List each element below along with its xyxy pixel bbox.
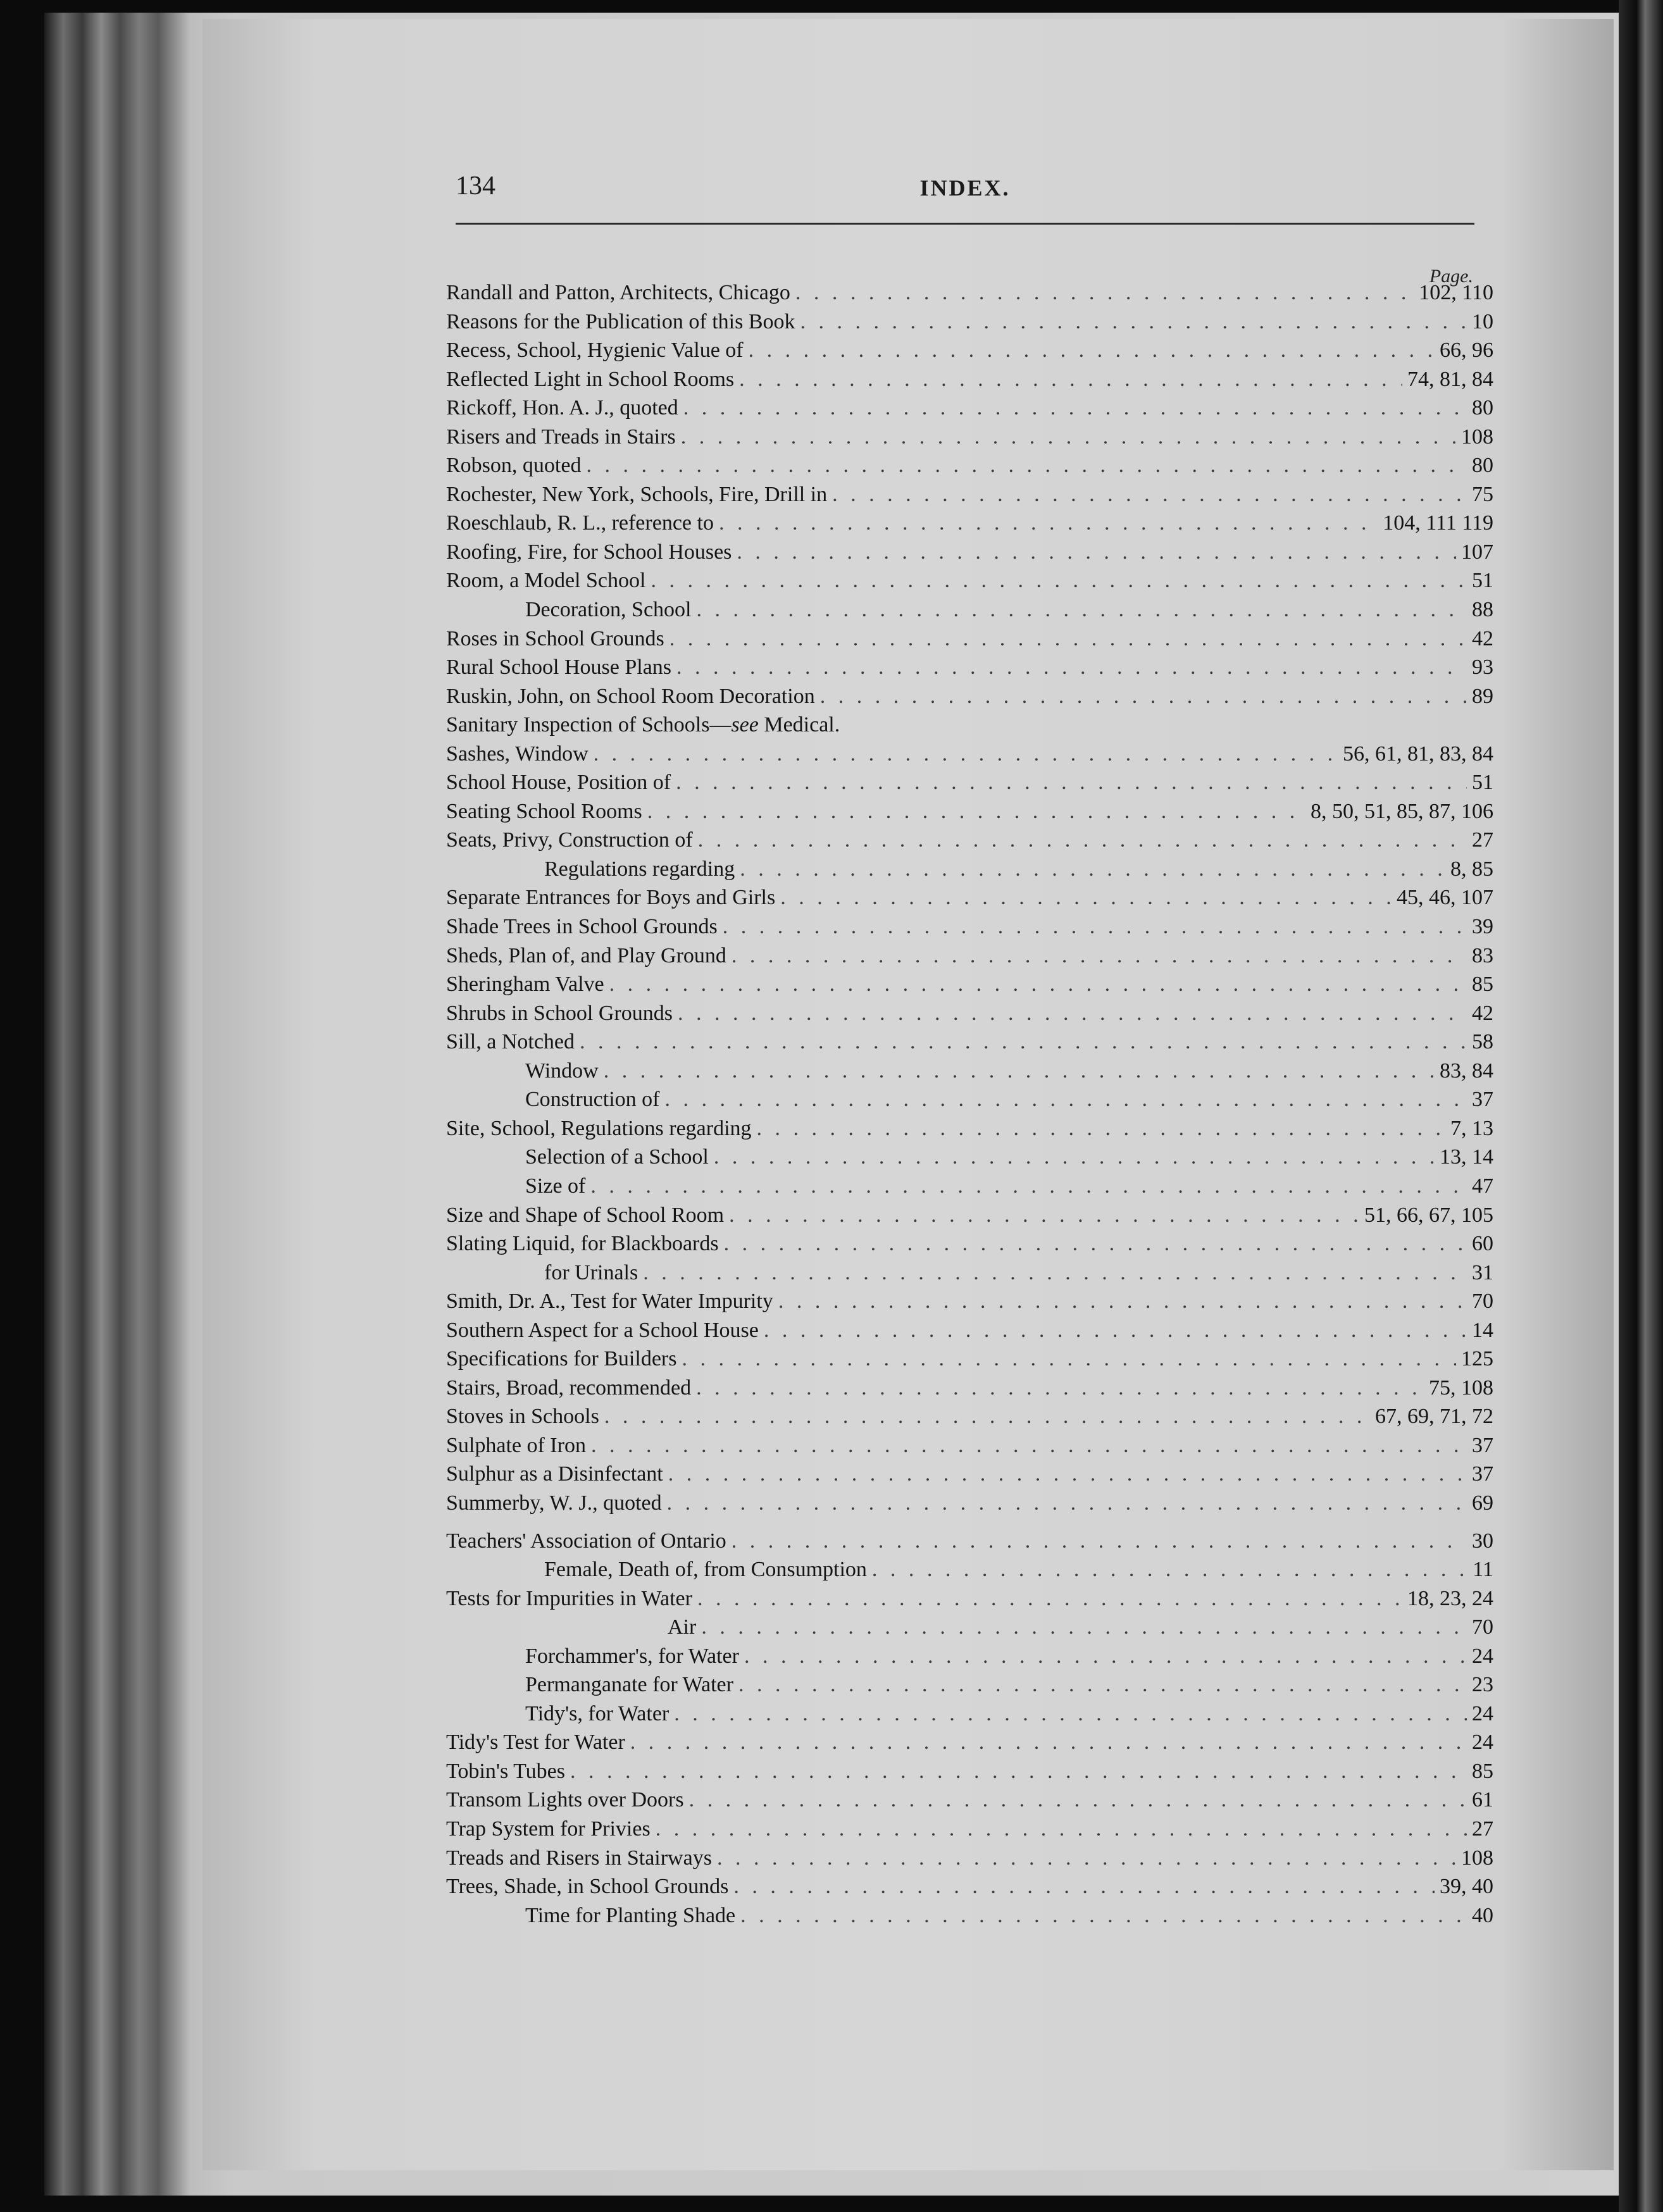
index-pages: 8, 50, 51, 85, 87, 106 xyxy=(1311,799,1493,823)
index-term xyxy=(446,1085,659,1114)
leader-dots xyxy=(739,365,1402,394)
index-term-text: Rickoff, Hon. A. J., quoted xyxy=(446,396,678,420)
index-pages: 30 xyxy=(1472,1529,1493,1553)
index-term-text: Room, a Model School xyxy=(446,569,646,593)
index-entry xyxy=(446,1201,1493,1230)
index-term xyxy=(446,883,775,912)
leader-dots xyxy=(594,740,1338,769)
index-pages: 104, 111 119 xyxy=(1383,511,1493,535)
index-term-text: Shrubs in School Grounds xyxy=(446,1001,673,1025)
index-entry xyxy=(446,768,1493,797)
index-term-text: Sill, a Notched xyxy=(446,1030,575,1054)
index-term xyxy=(446,653,671,682)
index-term xyxy=(446,509,714,538)
leader-dots xyxy=(820,682,1467,711)
index-pages: 10 xyxy=(1472,309,1493,333)
index-term xyxy=(446,1642,739,1671)
leader-dots xyxy=(832,480,1467,509)
index-entry xyxy=(446,1374,1493,1403)
index-pages: 108 xyxy=(1461,425,1493,449)
index-term-text: Risers and Treads in Stairs xyxy=(446,425,676,449)
index-term xyxy=(446,740,589,769)
index-entry xyxy=(446,999,1493,1028)
index-term-text: Trees, Shade, in School Grounds xyxy=(446,1875,729,1899)
index-term xyxy=(446,595,692,624)
index-pages: 39, 40 xyxy=(1440,1875,1493,1899)
index-entry xyxy=(446,1815,1493,1844)
index-entry xyxy=(446,1028,1493,1057)
index-pages: 93 xyxy=(1472,656,1493,680)
index-pages: 24 xyxy=(1472,1644,1493,1668)
leader-dots xyxy=(732,1527,1467,1556)
index-entry xyxy=(446,826,1493,855)
leader-dots xyxy=(630,1728,1467,1757)
leader-dots xyxy=(590,1172,1467,1201)
index-entry xyxy=(446,1287,1493,1316)
leader-dots xyxy=(647,797,1305,826)
index-entry xyxy=(446,1316,1493,1345)
leader-dots xyxy=(714,1143,1435,1172)
index-term xyxy=(446,1172,585,1201)
leader-dots xyxy=(676,768,1467,797)
leader-dots xyxy=(749,336,1435,365)
index-pages: 70 xyxy=(1472,1289,1493,1314)
header-rule xyxy=(456,223,1474,225)
leader-dots xyxy=(580,1028,1467,1057)
index-term-text: Window xyxy=(525,1059,599,1083)
index-term xyxy=(446,1786,684,1815)
leader-dots xyxy=(668,1460,1467,1489)
index-entry xyxy=(446,1844,1493,1873)
index-term-text: Rural School House Plans xyxy=(446,656,672,680)
index-term-text: Specifications for Builders xyxy=(446,1347,677,1371)
index-pages: 89 xyxy=(1472,684,1493,708)
leader-dots xyxy=(678,999,1467,1028)
leader-dots xyxy=(670,624,1467,654)
index-term-text: Roses in School Grounds xyxy=(446,626,664,650)
index-term-text: School House, Position of xyxy=(446,771,671,795)
index-pages: 31 xyxy=(1472,1260,1493,1284)
index-term xyxy=(446,797,642,826)
leader-dots xyxy=(682,1345,1456,1374)
index-term-text: Sashes, Window xyxy=(446,742,589,766)
index-entry xyxy=(446,1172,1493,1201)
leader-dots xyxy=(778,1287,1467,1316)
index-entry xyxy=(446,1431,1493,1460)
index-entry xyxy=(446,336,1493,365)
index-term-text: Decoration, School xyxy=(525,598,692,622)
index-term-text: Randall and Patton, Architects, Chicago xyxy=(446,281,790,304)
leader-dots xyxy=(681,423,1456,452)
index-pages: 108 xyxy=(1461,1846,1493,1870)
index-term-text: Sulphate of Iron xyxy=(446,1433,586,1457)
index-pages: 83, 84 xyxy=(1440,1059,1493,1083)
index-term xyxy=(446,970,604,999)
index-term-text: Selection of a School xyxy=(525,1145,709,1169)
index-entry xyxy=(446,1402,1493,1431)
index-term xyxy=(446,1699,669,1729)
index-term xyxy=(446,711,840,740)
index-entry xyxy=(446,970,1493,999)
index-entry xyxy=(446,1229,1493,1258)
index-entry xyxy=(446,1085,1493,1114)
index-term-text: Southern Aspect for a School House xyxy=(446,1318,759,1342)
leader-dots xyxy=(586,451,1467,480)
index-term-text: Recess, School, Hygienic Value of xyxy=(446,339,744,363)
leader-dots xyxy=(683,394,1467,423)
index-pages: 66, 96 xyxy=(1440,339,1493,363)
leader-dots xyxy=(757,1114,1445,1143)
leader-dots xyxy=(674,1699,1467,1729)
index-pages: 47 xyxy=(1472,1174,1493,1198)
index-term-text: Sanitary Inspection of Schools— xyxy=(446,713,732,737)
index-term xyxy=(446,1815,651,1844)
leader-dots xyxy=(689,1786,1467,1815)
index-entry xyxy=(446,1786,1493,1815)
index-pages: 70 xyxy=(1472,1615,1493,1639)
leader-dots xyxy=(609,970,1467,999)
index-pages: 37 xyxy=(1472,1433,1493,1457)
index-term-text: Size of xyxy=(525,1174,586,1198)
index-term-text: Size and Shape of School Room xyxy=(446,1203,725,1227)
index-term xyxy=(446,1345,676,1374)
index-term-text: Regulations regarding xyxy=(544,857,735,881)
index-pages: 42 xyxy=(1472,1001,1493,1025)
index-entry xyxy=(446,682,1493,711)
index-term xyxy=(446,624,664,654)
index-term-text: Seats, Privy, Construction of xyxy=(446,828,693,852)
index-term xyxy=(446,941,726,971)
index-pages: 23 xyxy=(1472,1673,1493,1697)
index-term xyxy=(446,1489,662,1518)
index-pages: 7, 13 xyxy=(1450,1116,1493,1140)
index-entry xyxy=(446,653,1493,682)
index-term xyxy=(446,1287,773,1316)
index-term xyxy=(446,1872,728,1901)
index-term xyxy=(446,278,790,308)
index-pages: 80 xyxy=(1472,396,1493,420)
index-term xyxy=(446,1258,638,1288)
index-pages: 107 xyxy=(1461,540,1493,564)
leader-dots xyxy=(744,1642,1467,1671)
index-entry xyxy=(446,566,1493,595)
index-pages: 67, 69, 71, 72 xyxy=(1375,1405,1493,1429)
index-term xyxy=(446,1402,599,1431)
index-pages: 56, 61, 81, 83, 84 xyxy=(1343,742,1493,766)
index-entry xyxy=(446,595,1493,624)
see-reference: see xyxy=(731,713,759,737)
index-term xyxy=(446,1028,575,1057)
index-term-text: Roofing, Fire, for School Houses xyxy=(446,540,732,564)
index-term xyxy=(446,999,673,1028)
leader-dots xyxy=(795,278,1414,308)
index-pages: 102, 110 xyxy=(1419,281,1493,304)
index-entry xyxy=(446,1872,1493,1901)
leader-dots xyxy=(740,1901,1467,1930)
index-pages: 45, 46, 107 xyxy=(1397,886,1493,910)
index-term-text: Shade Trees in School Grounds xyxy=(446,915,718,939)
index-pages: 37 xyxy=(1472,1088,1493,1112)
leader-dots xyxy=(656,1815,1467,1844)
leader-dots xyxy=(651,566,1467,595)
leader-dots xyxy=(697,1584,1402,1613)
index-term xyxy=(446,1460,663,1489)
index-term xyxy=(446,1143,709,1172)
leader-dots xyxy=(697,595,1467,624)
leader-dots xyxy=(764,1316,1467,1345)
index-term-text: Stairs, Broad, recommended xyxy=(446,1376,692,1400)
leader-dots xyxy=(676,653,1467,682)
index-term xyxy=(446,423,676,452)
index-pages: 11 xyxy=(1473,1558,1493,1582)
index-term-text: Sheds, Plan of, and Play Ground xyxy=(446,943,726,967)
index-term-text: Sheringham Valve xyxy=(446,972,604,997)
leader-dots xyxy=(719,509,1378,538)
index-pages: 51, 66, 67, 105 xyxy=(1364,1203,1493,1227)
index-pages: 18, 23, 24 xyxy=(1407,1586,1493,1610)
index-pages: 13, 14 xyxy=(1440,1145,1493,1169)
index-term xyxy=(446,1670,733,1699)
index-term xyxy=(446,1316,759,1345)
index-term-text: Slating Liquid, for Blackboards xyxy=(446,1232,719,1256)
index-entry xyxy=(446,308,1493,337)
index-term xyxy=(446,1431,586,1460)
index-term-text: Site, School, Regulations regarding xyxy=(446,1116,752,1140)
leader-dots xyxy=(723,912,1467,941)
index-term-text: Tidy's Test for Water xyxy=(446,1730,625,1755)
index-pages: 58 xyxy=(1472,1030,1493,1054)
index-term xyxy=(446,308,795,337)
index-term-text: Sulphur as a Disinfectant xyxy=(446,1462,663,1486)
index-entry xyxy=(446,1555,1493,1584)
index-list xyxy=(446,278,1493,1930)
index-term xyxy=(446,1584,692,1613)
index-pages: 80 xyxy=(1472,454,1493,478)
index-entry xyxy=(446,509,1493,538)
index-term xyxy=(446,855,735,884)
index-entry xyxy=(446,1757,1493,1786)
index-term xyxy=(446,682,815,711)
index-entry xyxy=(446,740,1493,769)
index-term-text: Tidy's, for Water xyxy=(525,1701,670,1725)
index-pages: 61 xyxy=(1472,1788,1493,1812)
leader-dots xyxy=(570,1757,1467,1786)
index-term-text: Air xyxy=(668,1615,697,1639)
index-term xyxy=(446,451,581,480)
index-term-text: Tests for Impurities in Water xyxy=(446,1586,692,1610)
index-entry xyxy=(446,1527,1493,1556)
index-term xyxy=(446,480,827,509)
index-term xyxy=(446,566,645,595)
index-entry xyxy=(446,1584,1493,1613)
index-entry xyxy=(446,451,1493,480)
leader-dots xyxy=(717,1844,1456,1873)
index-pages: 8, 85 xyxy=(1450,857,1493,881)
index-term xyxy=(446,538,732,567)
index-term xyxy=(446,1728,625,1757)
index-term xyxy=(446,365,734,394)
index-entry xyxy=(446,423,1493,452)
index-pages: 74, 81, 84 xyxy=(1407,367,1493,391)
index-term-text: Ruskin, John, on School Room Decoration xyxy=(446,684,815,708)
leader-dots xyxy=(737,538,1456,567)
index-term-text: Stoves in Schools xyxy=(446,1405,599,1429)
index-entry xyxy=(446,883,1493,912)
index-term-text: Time for Planting Shade xyxy=(525,1903,736,1927)
index-entry xyxy=(446,1114,1493,1143)
index-entry xyxy=(446,1489,1493,1518)
leader-dots xyxy=(733,1872,1435,1901)
index-term xyxy=(446,1757,565,1786)
index-pages: 51 xyxy=(1472,569,1493,593)
index-term xyxy=(446,826,693,855)
index-entry xyxy=(446,912,1493,941)
index-entry xyxy=(446,941,1493,971)
leader-dots xyxy=(729,1201,1359,1230)
index-entry xyxy=(446,1901,1493,1930)
index-entry xyxy=(446,1728,1493,1757)
leader-dots xyxy=(698,826,1467,855)
leader-dots xyxy=(667,1489,1467,1518)
index-term xyxy=(446,1901,735,1930)
index-pages: 24 xyxy=(1472,1730,1493,1755)
index-entry xyxy=(446,1345,1493,1374)
index-pages: 14 xyxy=(1472,1318,1493,1342)
index-pages: 24 xyxy=(1472,1701,1493,1725)
leader-dots xyxy=(701,1613,1467,1642)
index-entry xyxy=(446,1670,1493,1699)
leader-dots xyxy=(740,855,1445,884)
index-term xyxy=(446,1057,599,1086)
index-entry xyxy=(446,1258,1493,1288)
index-entry xyxy=(446,1699,1493,1729)
index-pages: 51 xyxy=(1472,771,1493,795)
page-number: 134 xyxy=(456,171,495,201)
index-term-text: Construction of xyxy=(525,1088,660,1112)
index-term-text: Reasons for the Publication of this Book xyxy=(446,309,795,333)
index-term xyxy=(446,1613,696,1642)
index-pages: 88 xyxy=(1472,598,1493,622)
index-term xyxy=(446,1114,752,1143)
index-pages: 75, 108 xyxy=(1429,1376,1493,1400)
index-pages: 60 xyxy=(1472,1232,1493,1256)
leader-dots xyxy=(604,1402,1370,1431)
index-entry xyxy=(446,624,1493,654)
index-entry xyxy=(446,1460,1493,1489)
index-term-text: Trap System for Privies xyxy=(446,1817,651,1841)
leader-dots xyxy=(738,1670,1467,1699)
index-entry xyxy=(446,480,1493,509)
index-entry xyxy=(446,278,1493,308)
index-term xyxy=(446,1527,726,1556)
index-pages: 27 xyxy=(1472,1817,1493,1841)
index-entry xyxy=(446,711,1493,740)
index-term-text: Seating School Rooms xyxy=(446,799,642,823)
index-term-text: Summerby, W. J., quoted xyxy=(446,1491,662,1515)
leader-dots xyxy=(872,1555,1467,1584)
index-term-text: Permanganate for Water xyxy=(525,1673,733,1697)
book-gutter xyxy=(1619,0,1663,2212)
page-column-label: Page. xyxy=(1429,266,1473,287)
leader-dots xyxy=(604,1057,1435,1086)
index-term-text: Reflected Light in School Rooms xyxy=(446,367,735,391)
index-term-text: Tobin's Tubes xyxy=(446,1759,565,1783)
index-term-text: Teachers' Association of Ontario xyxy=(446,1529,726,1553)
leader-dots xyxy=(732,941,1467,971)
index-term-text: Transom Lights over Doors xyxy=(446,1788,684,1812)
leader-dots xyxy=(724,1229,1467,1258)
index-entry xyxy=(446,1057,1493,1086)
index-term-text: Treads and Risers in Stairways xyxy=(446,1846,712,1870)
index-term xyxy=(446,394,678,423)
index-pages: 75 xyxy=(1472,482,1493,506)
see-target: Medical. xyxy=(758,713,840,737)
index-entry xyxy=(446,365,1493,394)
leader-dots xyxy=(664,1085,1467,1114)
leader-dots xyxy=(643,1258,1467,1288)
index-term xyxy=(446,1201,724,1230)
index-pages: 39 xyxy=(1472,915,1493,939)
index-entry xyxy=(446,855,1493,884)
leader-dots xyxy=(780,883,1392,912)
running-title: INDEX. xyxy=(919,175,1011,201)
index-pages: 83 xyxy=(1472,943,1493,967)
index-term xyxy=(446,1229,719,1258)
index-term xyxy=(446,912,718,941)
index-term-text: Rochester, New York, Schools, Fire, Drill in xyxy=(446,482,828,506)
index-term-text: Robson, quoted xyxy=(446,454,582,478)
index-term-text: Separate Entrances for Boys and Girls xyxy=(446,886,776,910)
index-term-text: Roeschlaub, R. L., reference to xyxy=(446,511,714,535)
index-pages: 85 xyxy=(1472,1759,1493,1783)
index-term-text: Smith, Dr. A., Test for Water Impurity xyxy=(446,1289,773,1314)
index-term-text: Forchammer's, for Water xyxy=(525,1644,739,1668)
index-pages: 37 xyxy=(1472,1462,1493,1486)
index-entry xyxy=(446,1143,1493,1172)
index-pages: 69 xyxy=(1472,1491,1493,1515)
index-pages: 42 xyxy=(1472,626,1493,650)
leader-dots xyxy=(800,308,1467,337)
page-header xyxy=(456,171,1474,221)
index-pages: 27 xyxy=(1472,828,1493,852)
index-entry xyxy=(446,797,1493,826)
index-term xyxy=(446,1555,867,1584)
index-entry xyxy=(446,1642,1493,1671)
index-term-text: for Urinals xyxy=(544,1260,638,1284)
index-entry xyxy=(446,394,1493,423)
leader-dots xyxy=(696,1374,1424,1403)
index-term xyxy=(446,1844,712,1873)
leader-dots xyxy=(591,1431,1467,1460)
index-entry xyxy=(446,1613,1493,1642)
index-term xyxy=(446,1374,691,1403)
index-term xyxy=(446,768,671,797)
index-pages: 40 xyxy=(1472,1903,1493,1927)
index-pages: 85 xyxy=(1472,972,1493,997)
index-term-text: Female, Death of, from Consumption xyxy=(544,1558,867,1582)
index-term xyxy=(446,336,744,365)
index-entry xyxy=(446,538,1493,567)
index-pages: 125 xyxy=(1461,1347,1493,1371)
